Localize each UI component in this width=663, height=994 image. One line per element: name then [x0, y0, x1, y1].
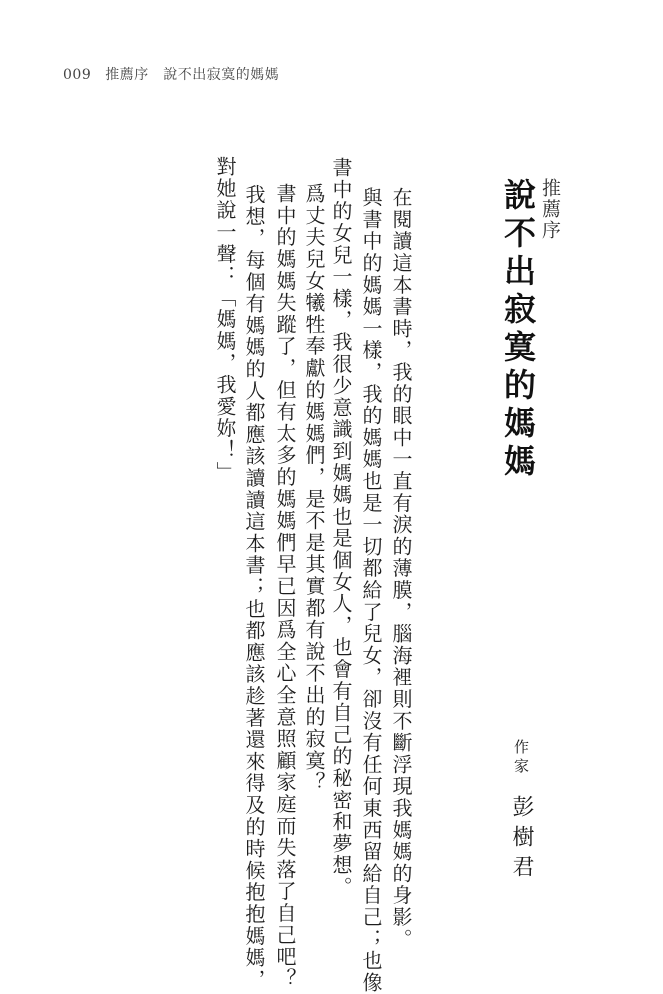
preface-title: 說不出寂寞的媽媽	[499, 178, 537, 482]
page-number: 009	[63, 67, 92, 83]
body-column: 在閱讀這本書時，我的眼中一直有淚的薄膜，腦海裡則不斷浮現我媽媽的身影。	[389, 187, 413, 950]
running-header	[63, 64, 279, 84]
body-column: 我想，每個有媽媽的人都應該讀讀這本書；也都應該趁著還來得及的時候抱抱媽媽，	[242, 184, 266, 991]
author-name: 彭樹君	[509, 795, 534, 885]
body-column: 爲丈夫兒女犧牲奉獻的媽媽們，是不是其實都有說不出的寂寞？	[302, 183, 326, 794]
running-title: 推薦序 說不出寂寞的媽媽	[105, 67, 280, 83]
body-column: 對她說一聲：「媽媽，我愛妳！」	[213, 156, 237, 483]
author-role: 作家	[512, 739, 530, 777]
body-column: 書中的媽媽失蹤了，但有太多的媽媽們早已因爲全心全意照顧家庭而失落了自己吧？	[273, 183, 297, 990]
body-column: 書中的女兒一樣，我很少意識到媽媽也是個女人，也會有自己的秘密和夢想。	[329, 157, 353, 899]
body-column: 與書中的媽媽一樣，我的媽媽也是一切都給了兒女，卻沒有任何東西留給自己；也像	[359, 187, 383, 994]
preface-kicker: 推薦序	[539, 178, 561, 241]
